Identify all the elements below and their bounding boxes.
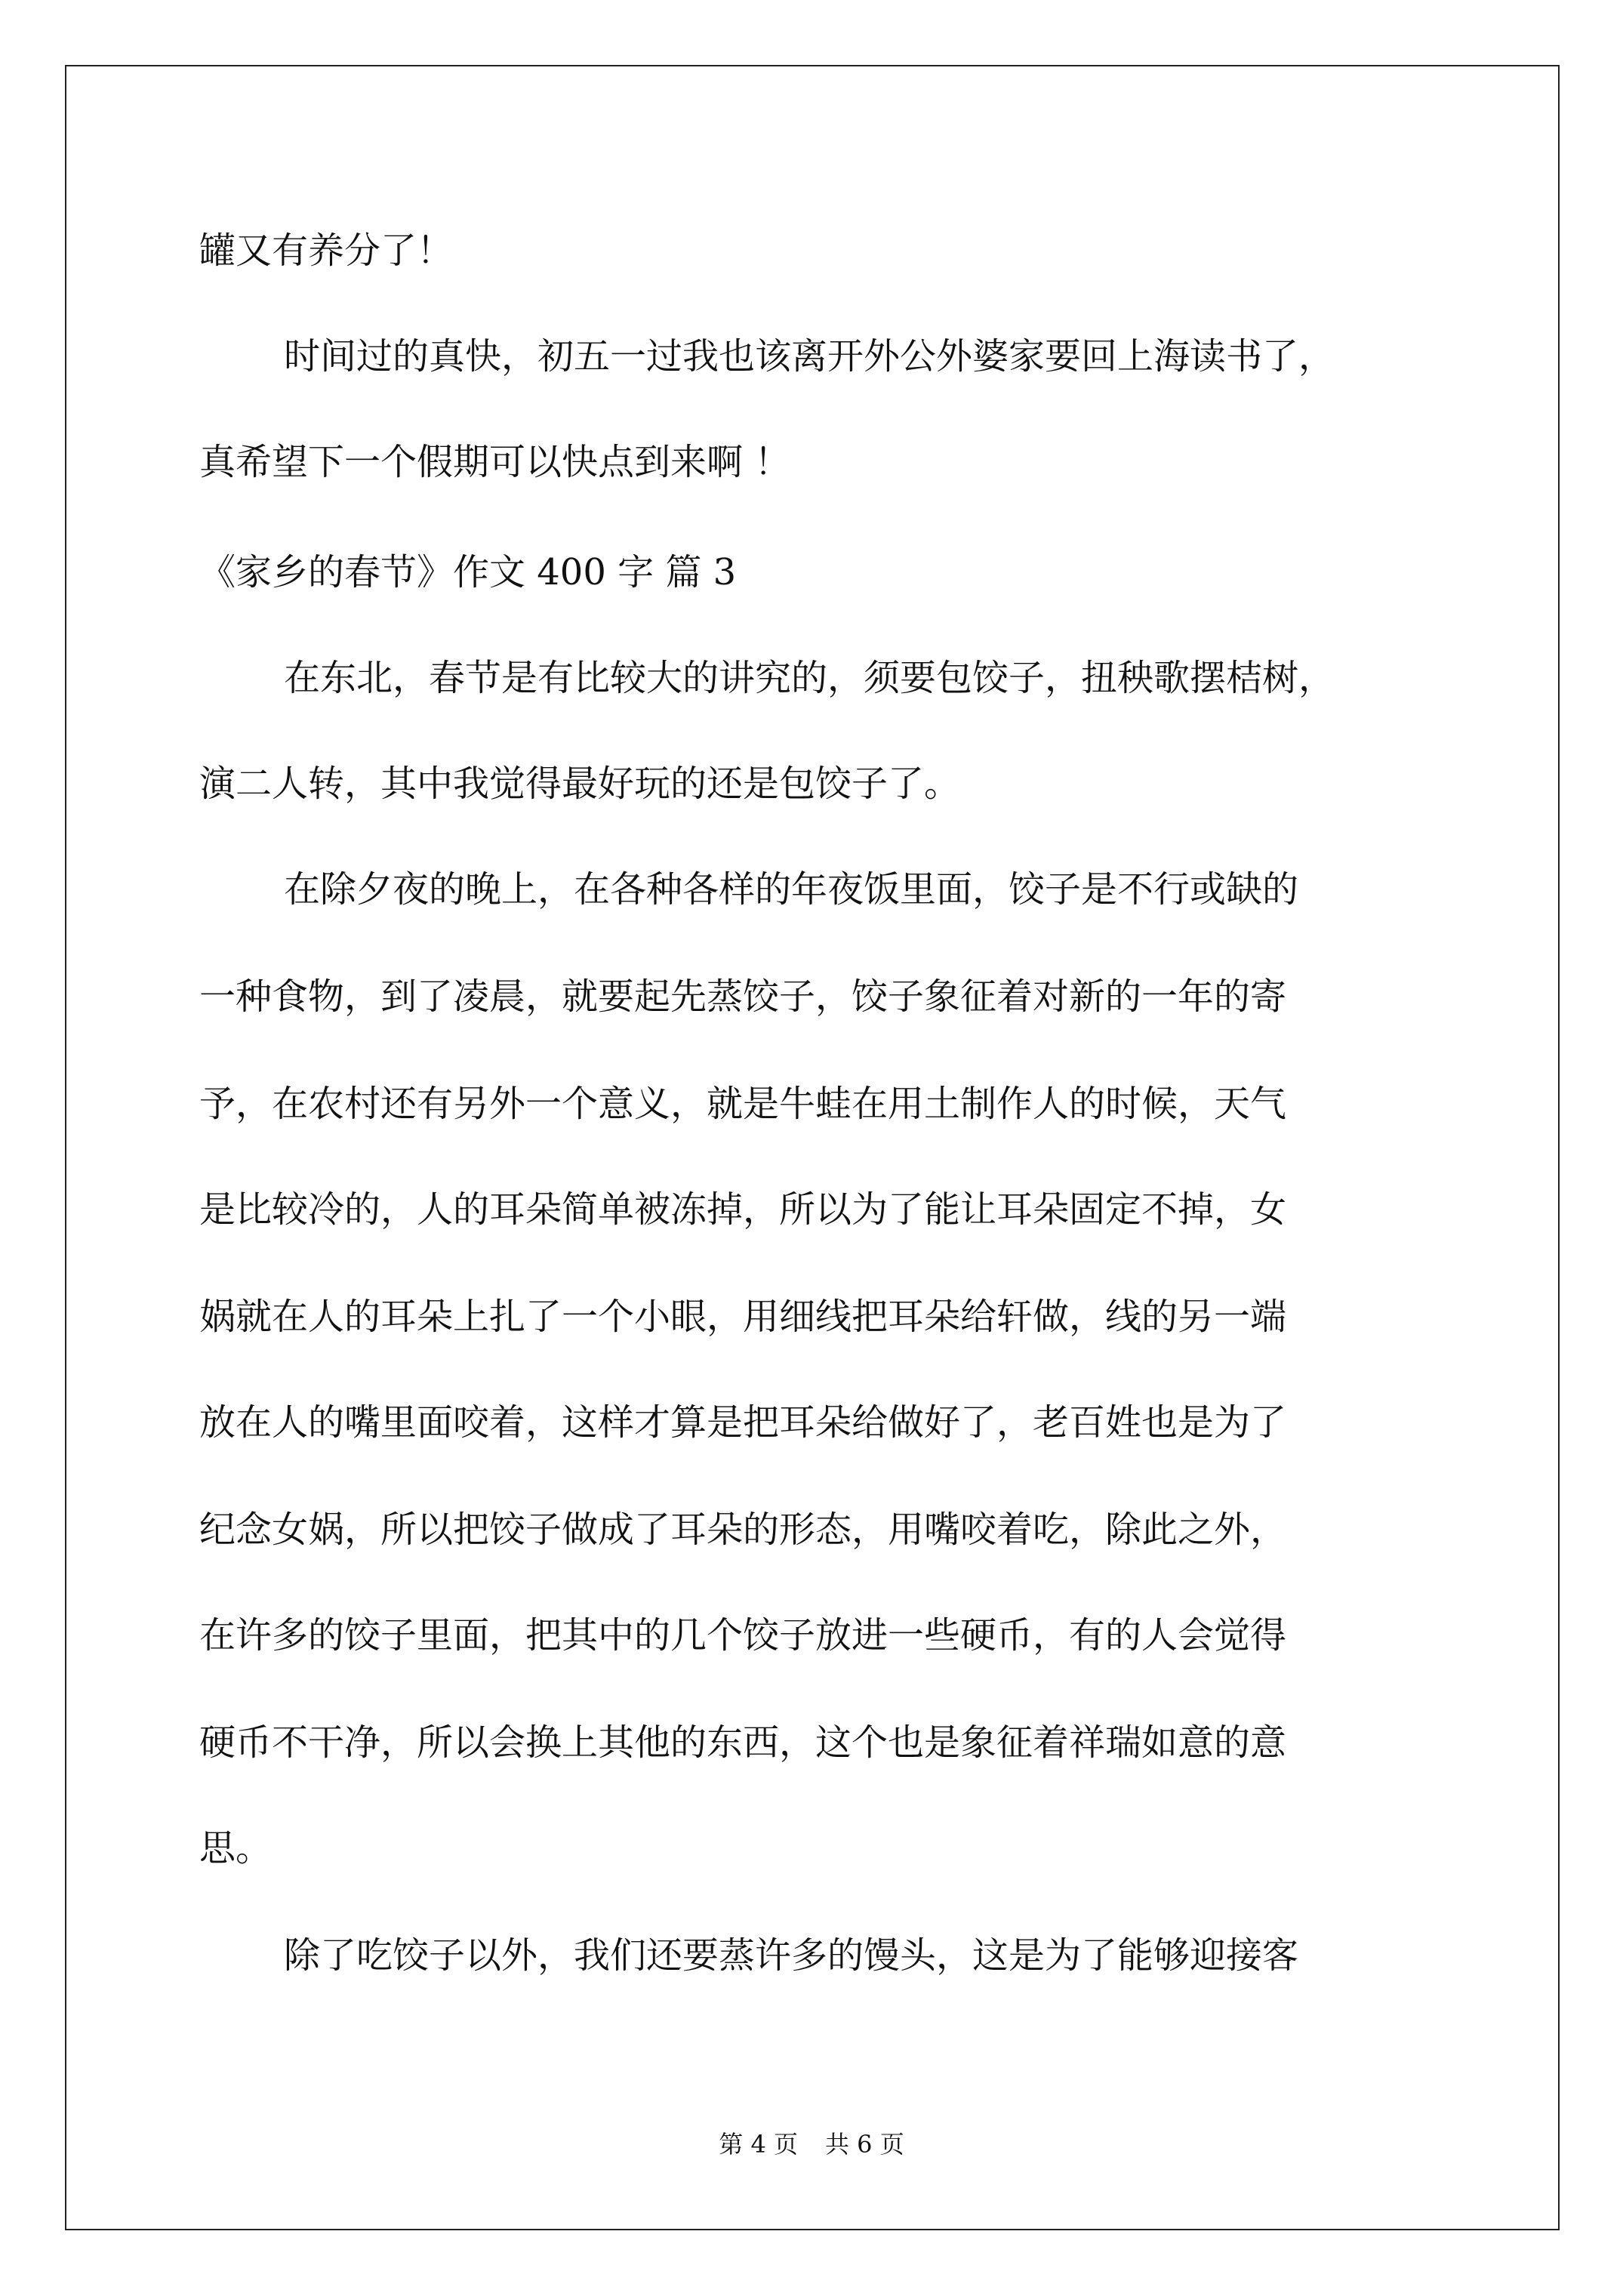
page-border — [65, 65, 1560, 2230]
text-line-6: 演二人转，其中我觉得最好玩的还是包饺子了。 — [199, 763, 961, 805]
page-total: 共 6 页 — [825, 2130, 904, 2159]
text-line-16: 思。 — [199, 1827, 273, 1869]
text-line-5: 在东北，春节是有比较大的讲究的，须要包饺子，扭秧歌摆桔树， — [284, 657, 1335, 699]
text-line-11: 娲就在人的耳朵上扎了一个小眼，用细线把耳朵给轩做，线的另一端 — [199, 1296, 1287, 1338]
text-line-8: 一种食物，到了凌晨，就要起先蒸饺子，饺子象征着对新的一年的寄 — [199, 975, 1287, 1018]
text-line-3: 真希望下一个假期可以快点到来啊 ！ — [199, 441, 791, 483]
text-line-13: 纪念女娲，所以把饺子做成了耳朵的形态，用嘴咬着吃，除此之外， — [199, 1509, 1287, 1551]
text-line-9: 予，在农村还有另外一个意义，就是牛蛙在用土制作人的时候，天气 — [199, 1083, 1287, 1125]
text-line-14: 在许多的饺子里面，把其中的几个饺子放进一些硬币，有的人会觉得 — [199, 1614, 1287, 1657]
text-line-7: 在除夕夜的晚上，在各种各样的年夜饭里面，饺子是不行或缺的 — [284, 868, 1299, 911]
text-line-1: 罐又有养分了！ — [199, 230, 454, 272]
text-line-17: 除了吃饺子以外，我们还要蒸许多的馒头，这是为了能够迎接客 — [284, 1934, 1299, 1977]
text-line-15: 硬币不干净，所以会换上其他的东西，这个也是象征着祥瑞如意的意 — [199, 1721, 1287, 1764]
text-line-10: 是比较冷的，人的耳朵简单被冻掉，所以为了能让耳朵固定不掉，女 — [199, 1188, 1287, 1231]
page-number: 第 4 页 — [719, 2130, 798, 2159]
text-line-2: 时间过的真快，初五一过我也该离开外公外婆家要回上海读书了， — [284, 335, 1335, 378]
text-line-12: 放在人的嘴里面咬着，这样才算是把耳朵给做好了，老百姓也是为了 — [199, 1401, 1287, 1444]
section-heading: 《家乡的春节》作文 400 字 篇 3 — [199, 551, 737, 593]
page-footer — [0, 2129, 1623, 2159]
